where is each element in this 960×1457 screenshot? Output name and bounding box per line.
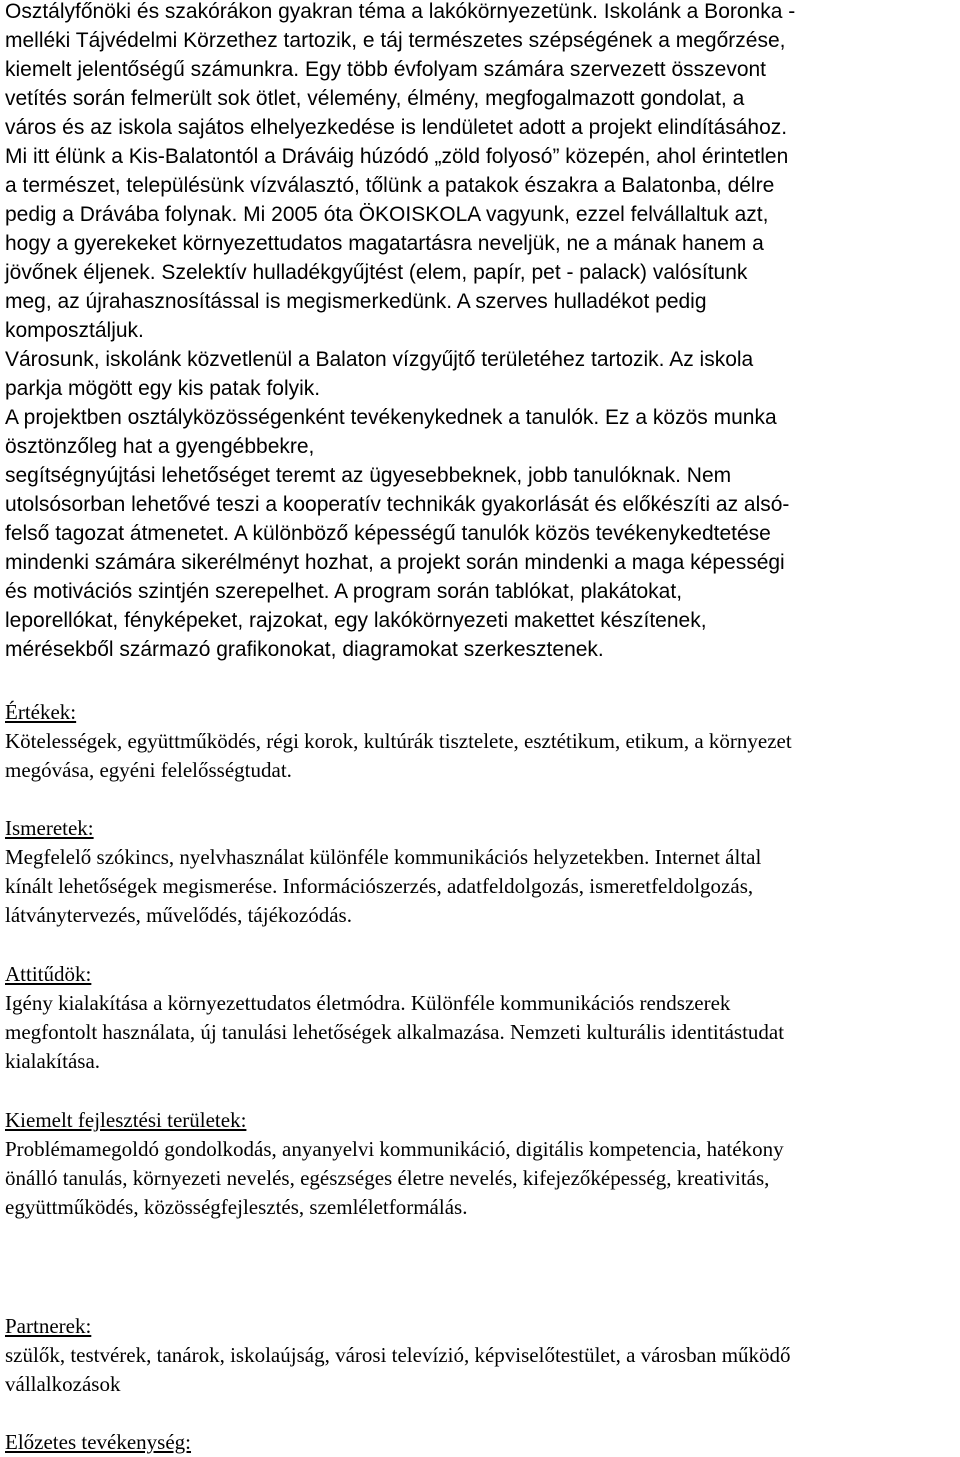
section-elozetes-tevekenyseg: [5, 1428, 957, 1457]
section-line: megfontolt használata, új tanulási lehetőségek alkalmazása. Nemzeti kulturális identitástudat: [5, 1020, 785, 1044]
intro-line: ösztönzőleg hat a gyengébbekre,: [5, 435, 315, 458]
intro-paragraph: [5, 0, 957, 664]
section-line: Megfelelő szókincs, nyelvhasználat különféle kommunikációs helyzetekben. Internet által: [5, 845, 762, 869]
section-heading: Partnerek:: [5, 1314, 92, 1338]
section-heading: Attitűdök:: [5, 962, 92, 986]
section-fejlesztesi-teruletek: [5, 1106, 957, 1222]
intro-line: Városunk, iskolánk közvetlenül a Balaton vízgyűjtő területéhez tartozik. Az iskola: [5, 348, 754, 371]
intro-line: Mi itt élünk a Kis-Balatontól a Dráváig húzódó „zöld folyosó” közepén, ahol érintetlen: [5, 145, 789, 168]
intro-line: meg, az újrahasznosítással is megismerkedünk. A szerves hulladékot pedig: [5, 290, 707, 313]
intro-line: felső tagozat átmenetet. A különböző képességű tanulók közös tevékenykedtetése: [5, 522, 771, 545]
section-line: szülők, testvérek, tanárok, iskolaújság, városi televízió, képviselőtestület, a városban működő: [5, 1343, 791, 1367]
intro-line: vetítés során felmerült sok ötlet, vélemény, élmény, megfogalmazott gondolat, a: [5, 87, 745, 110]
intro-line: segítségnyújtási lehetőséget teremt az ügyesebbeknek, jobb tanulóknak. Nem: [5, 464, 732, 487]
intro-line: leporellókat, fényképeket, rajzokat, egy lakókörnyezeti makettet készítenek,: [5, 609, 707, 632]
intro-line: város és az iskola sajátos elhelyezkedése is lendületet adott a projekt elindításához.: [5, 116, 788, 139]
section-partnerek: [5, 1312, 957, 1399]
intro-line: a természet, településünk vízválasztó, tőlünk a patakok északra a Balatonba, délre: [5, 174, 775, 197]
intro-line: parkja mögött egy kis patak folyik.: [5, 377, 321, 400]
section-line: Igény kialakítása a környezettudatos életmódra. Különféle kommunikációs rendszerek: [5, 991, 731, 1015]
intro-line: Osztályfőnöki és szakórákon gyakran téma a lakókörnyezetünk. Iskolánk a Boronka -: [5, 0, 796, 23]
intro-line: kiemelt jelentőségű számunkra. Egy több évfolyam számára szervezett összevont: [5, 58, 767, 81]
section-line: vállalkozások: [5, 1372, 121, 1396]
intro-line: pedig a Drávába folynak. Mi 2005 óta ÖKOISKOLA vagyunk, ezzel felvállaltuk azt,: [5, 203, 769, 226]
section-line: megóvása, egyéni felelősségtudat.: [5, 758, 292, 782]
section-attitudok: [5, 960, 957, 1076]
intro-line: hogy a gyerekeket környezettudatos magatartásra neveljük, ne a mának hanem a: [5, 232, 764, 255]
section-ismeretek: [5, 814, 957, 930]
intro-line: melléki Tájvédelmi Körzethez tartozik, e táj természetes szépségének a megőrzése,: [5, 29, 786, 52]
intro-line: utolsósorban lehetővé teszi a kooperatív technikák gyakorlását és előkészíti az alsó-: [5, 493, 790, 516]
section-heading: Előzetes tevékenység:: [5, 1430, 192, 1454]
intro-line: és motivációs szintjén szerepelhet. A program során tablókat, plakátokat,: [5, 580, 683, 603]
section-heading: Értékek:: [5, 700, 77, 724]
section-heading: Kiemelt fejlesztési területek:: [5, 1108, 247, 1132]
intro-line: komposztáljuk.: [5, 319, 144, 342]
intro-line: mindenki számára sikerélményt hozhat, a projekt során mindenki a maga képességi: [5, 551, 785, 574]
section-line: kialakítása.: [5, 1049, 101, 1073]
intro-line: A projektben osztályközösségenként tevékenykednek a tanulók. Ez a közös munka: [5, 406, 777, 429]
section-line: Problémamegoldó gondolkodás, anyanyelvi kommunikáció, digitális kompetencia, hatékony: [5, 1137, 784, 1161]
intro-line: jövőnek éljenek. Szelektív hulladékgyűjtést (elem, papír, pet - palack) valósítunk: [5, 261, 748, 284]
intro-line: mérésekből származó grafikonokat, diagramokat szerkesztenek.: [5, 638, 604, 661]
section-line: együttműködés, közösségfejlesztés, szemléletformálás.: [5, 1195, 468, 1219]
section-ertekek: [5, 698, 957, 785]
section-line: kínált lehetőségek megismerése. Információszerzés, adatfeldolgozás, ismeretfeldolgozás,: [5, 874, 754, 898]
section-line: önálló tanulás, környezeti nevelés, egészséges életre nevelés, kifejezőképesség, kreativitás,: [5, 1166, 770, 1190]
section-line: Kötelességek, együttműködés, régi korok, kultúrák tisztelete, esztétikum, etikum, a környezet: [5, 729, 792, 753]
section-line: látványtervezés, művelődés, tájékozódás.: [5, 903, 352, 927]
section-heading: Ismeretek:: [5, 816, 94, 840]
